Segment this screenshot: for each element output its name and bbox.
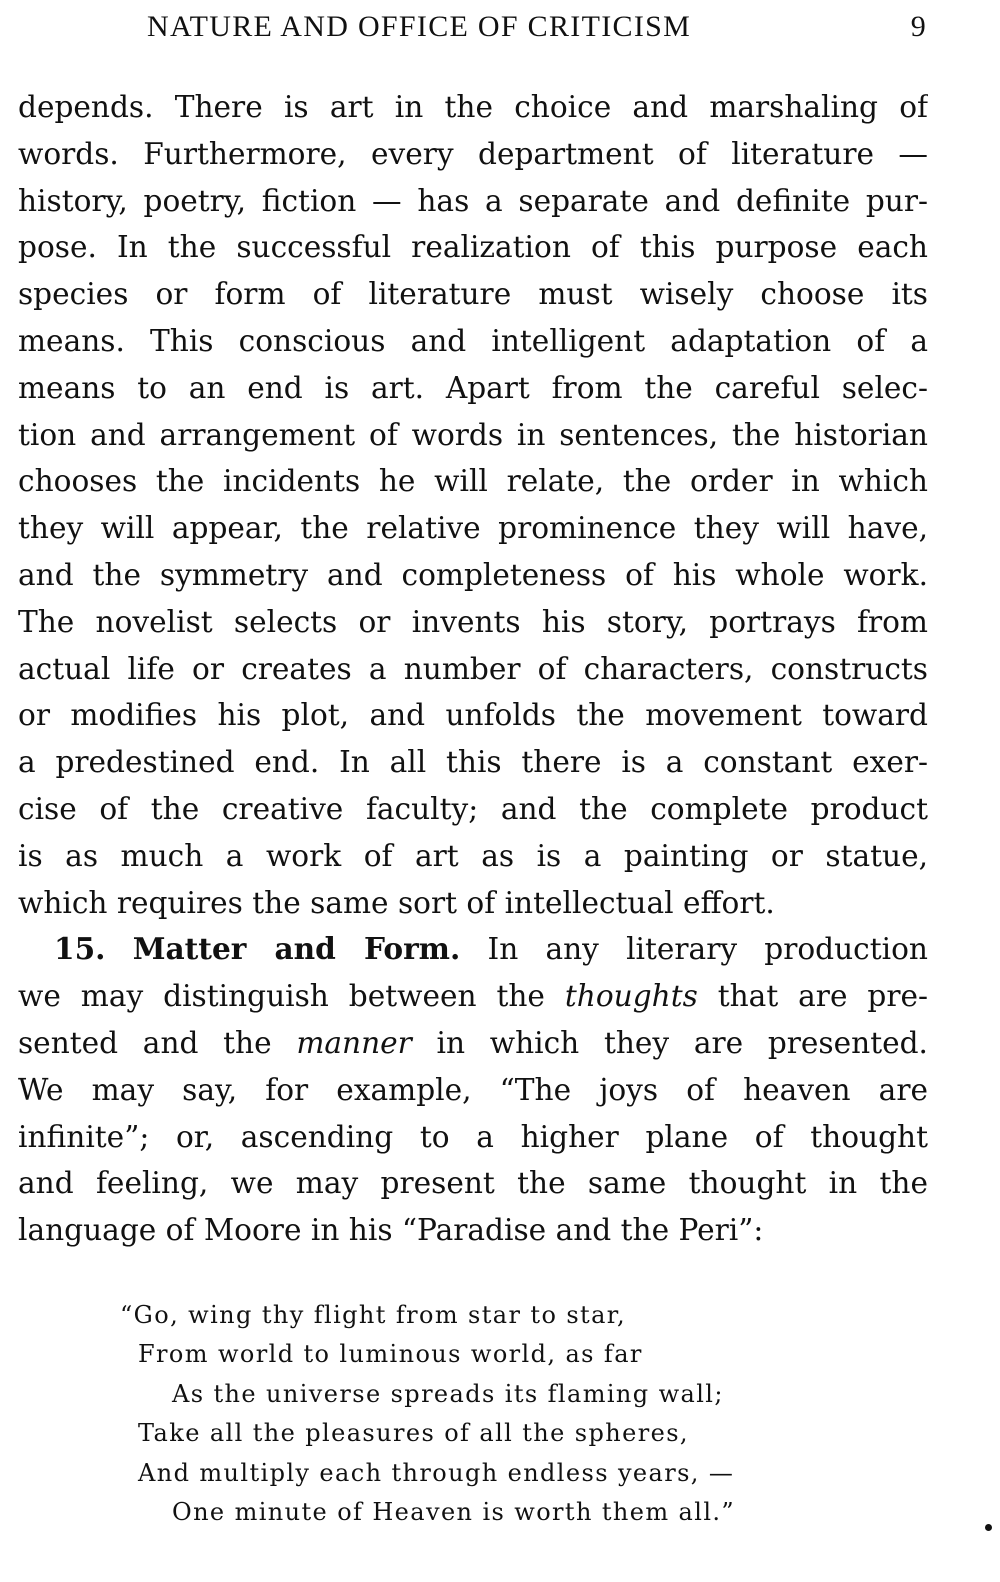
text-span: sented and the xyxy=(18,1025,272,1060)
emphasis-thoughts: thoughts xyxy=(564,979,698,1014)
poem-quotation xyxy=(120,1296,820,1532)
text-line: and the symmetry and completeness of his whole work. xyxy=(18,557,928,592)
text-line: chooses the incidents he will relate, the order in which xyxy=(18,464,928,499)
text-line: The novelist selects or invents his story, portrays from xyxy=(18,604,928,639)
poem-line: “Go, wing thy flight from star to star, xyxy=(120,1301,627,1329)
text-line: depends. There is art in the choice and marshaling of xyxy=(18,90,928,124)
running-title: NATURE AND OFFICE OF CRITICISM xyxy=(147,10,692,43)
text-span: that are pre- xyxy=(717,979,928,1014)
text-line xyxy=(18,973,928,1020)
section-heading-line xyxy=(18,926,928,973)
text-line: which requires the same sort of intellectual effort. xyxy=(18,885,775,920)
section-line1-rest: In any literary production xyxy=(487,932,928,967)
text-line: We may say, for example, “The joys of heaven are xyxy=(18,1072,928,1107)
text-line: they will appear, the relative prominence they will have, xyxy=(18,511,928,546)
text-line: history, poetry, fiction — has a separate and definite pur- xyxy=(18,183,928,218)
text-line: a predestined end. In all this there is a constant exer- xyxy=(18,745,928,780)
poem-line: As the universe spreads its flaming wall; xyxy=(172,1379,724,1408)
text-line: means to an end is art. Apart from the careful selec- xyxy=(18,370,928,405)
text-line: pose. In the successful realization of this purpose each xyxy=(18,230,928,265)
running-head xyxy=(147,10,927,46)
text-line: means. This conscious and intelligent adaptation of a xyxy=(18,323,928,358)
text-line: actual life or creates a number of characters, constructs xyxy=(18,651,928,686)
ink-speck xyxy=(985,1524,992,1531)
text-line: is as much a work of art as is a painting or statue, xyxy=(18,838,928,873)
emphasis-manner: manner xyxy=(296,1025,412,1060)
text-line: infinite”; or, ascending to a higher plane of thought xyxy=(18,1119,928,1154)
text-line: words. Furthermore, every department of literature — xyxy=(18,136,928,171)
text-line: or modifies his plot, and unfolds the movement toward xyxy=(18,698,928,733)
text-span: we may distinguish between the xyxy=(18,979,545,1014)
body-text xyxy=(18,84,928,1254)
section-title: Matter and Form. xyxy=(132,931,461,967)
poem-line: From world to luminous world, as far xyxy=(138,1340,643,1369)
text-span: in which they are presented. xyxy=(436,1025,928,1060)
text-line: tion and arrangement of words in sentences, the historian xyxy=(18,417,928,452)
section-number: 15. xyxy=(54,931,106,967)
text-line: and feeling, we may present the same thought in the xyxy=(18,1166,928,1201)
text-line: species or form of literature must wisely choose its xyxy=(18,277,928,312)
text-line xyxy=(18,1020,928,1067)
poem-line: One minute of Heaven is worth them all.” xyxy=(172,1497,736,1526)
poem-line: And multiply each through endless years, — xyxy=(138,1458,735,1487)
text-line: cise of the creative faculty; and the complete product xyxy=(18,791,928,826)
poem-line: Take all the pleasures of all the spheres, xyxy=(138,1419,689,1448)
text-line: language of Moore in his “Paradise and the Peri”: xyxy=(18,1213,764,1248)
page-number: 9 xyxy=(910,10,927,43)
